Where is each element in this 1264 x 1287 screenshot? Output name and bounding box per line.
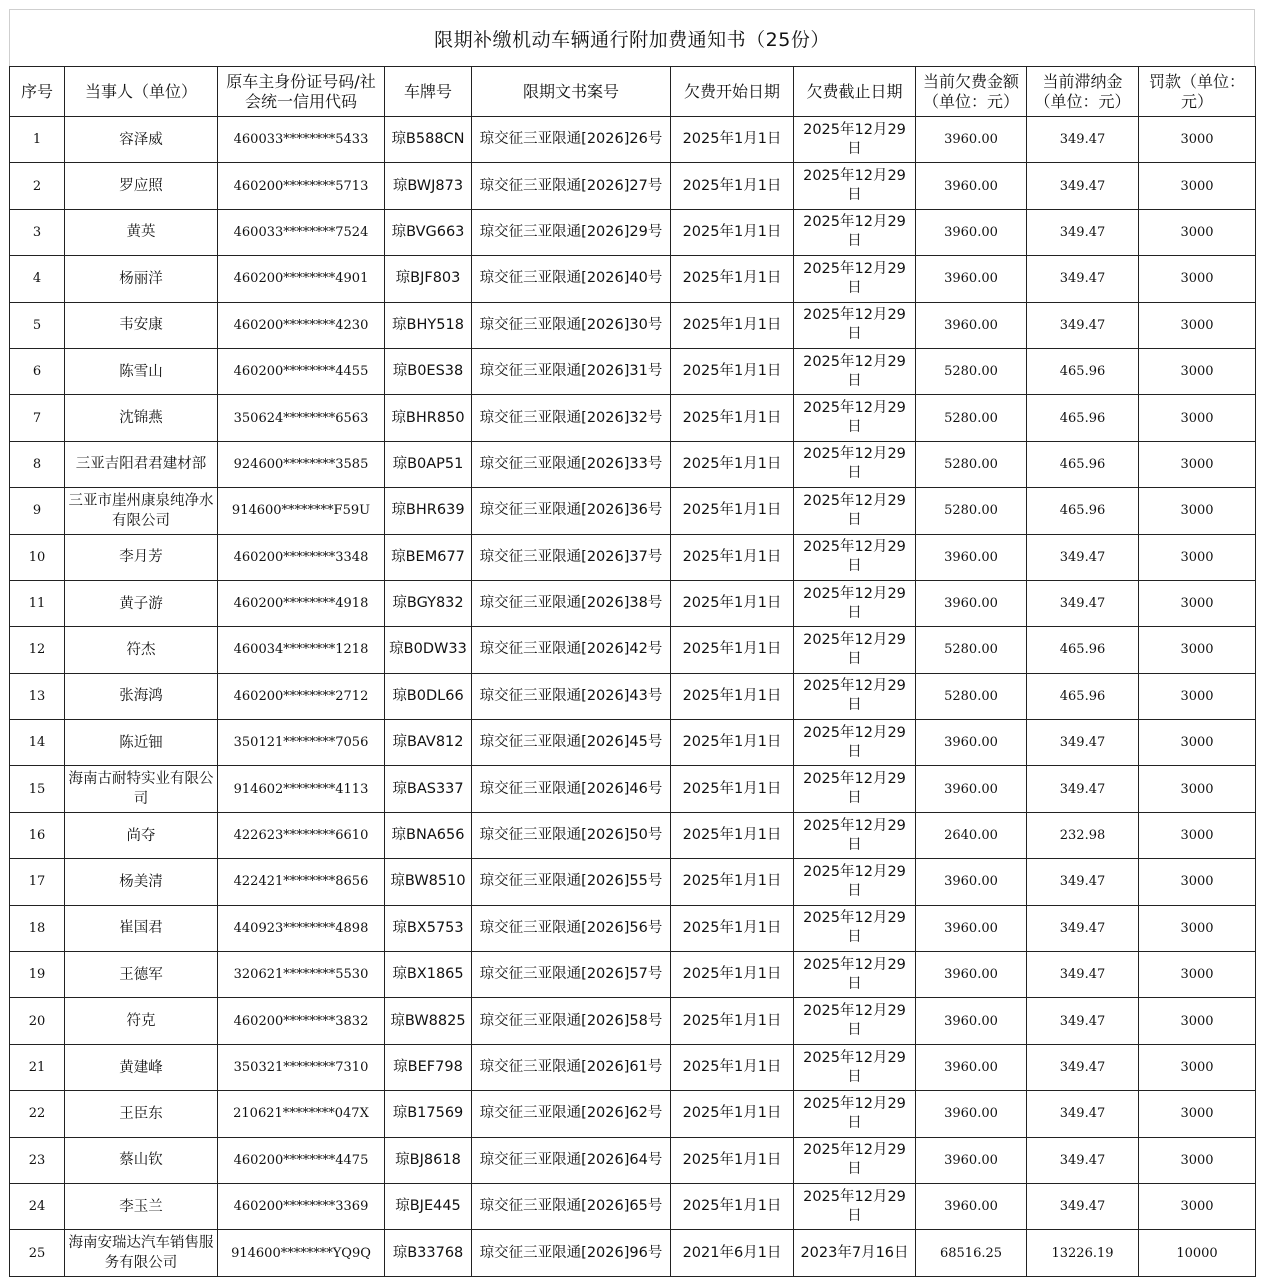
cell-id: 924600********3585 (218, 441, 385, 487)
table-row (10, 163, 1256, 209)
cell-late-fee: 465.96 (1027, 348, 1139, 394)
cell-no: 24 (10, 1183, 65, 1229)
cell-plate: 琼B588CN (385, 117, 472, 163)
cell-party: 蔡山钦 (65, 1137, 218, 1183)
cell-no: 22 (10, 1091, 65, 1137)
cell-party: 罗应照 (65, 163, 218, 209)
cell-id: 460200********3369 (218, 1183, 385, 1229)
cell-no: 15 (10, 766, 65, 812)
cell-case: 琼交征三亚限通[2026]57号 (472, 952, 671, 998)
cell-case: 琼交征三亚限通[2026]55号 (472, 859, 671, 905)
cell-end-date: 2025年12月29日 (794, 1183, 916, 1229)
cell-fine: 3000 (1139, 627, 1256, 673)
table-row (10, 534, 1256, 580)
cell-case: 琼交征三亚限通[2026]37号 (472, 534, 671, 580)
table-row (10, 812, 1256, 858)
cell-start-date: 2025年1月1日 (671, 812, 794, 858)
cell-party: 王臣东 (65, 1091, 218, 1137)
cell-no: 11 (10, 580, 65, 626)
cell-plate: 琼B0DW33 (385, 627, 472, 673)
cell-fine: 3000 (1139, 766, 1256, 812)
cell-plate: 琼BNA656 (385, 812, 472, 858)
cell-fine: 3000 (1139, 441, 1256, 487)
cell-end-date: 2025年12月29日 (794, 766, 916, 812)
cell-plate: 琼BWJ873 (385, 163, 472, 209)
cell-start-date: 2025年1月1日 (671, 395, 794, 441)
cell-fine: 3000 (1139, 348, 1256, 394)
cell-case: 琼交征三亚限通[2026]50号 (472, 812, 671, 858)
cell-start-date: 2025年1月1日 (671, 952, 794, 998)
cell-id: 460033********7524 (218, 209, 385, 255)
cell-party: 尚夺 (65, 812, 218, 858)
cell-case: 琼交征三亚限通[2026]61号 (472, 1044, 671, 1090)
table-row (10, 256, 1256, 302)
cell-case: 琼交征三亚限通[2026]40号 (472, 256, 671, 302)
cell-owed: 3960.00 (916, 163, 1027, 209)
cell-id: 460200********3348 (218, 534, 385, 580)
cell-end-date: 2025年12月29日 (794, 859, 916, 905)
cell-plate: 琼B0ES38 (385, 348, 472, 394)
table-row (10, 720, 1256, 766)
cell-start-date: 2025年1月1日 (671, 580, 794, 626)
cell-no: 12 (10, 627, 65, 673)
cell-end-date: 2025年12月29日 (794, 209, 916, 255)
cell-id: 320621********5530 (218, 952, 385, 998)
cell-case: 琼交征三亚限通[2026]46号 (472, 766, 671, 812)
cell-case: 琼交征三亚限通[2026]65号 (472, 1183, 671, 1229)
cell-party: 陈雪山 (65, 348, 218, 394)
cell-fine: 3000 (1139, 256, 1256, 302)
cell-owed: 5280.00 (916, 488, 1027, 534)
cell-id: 422623********6610 (218, 812, 385, 858)
cell-case: 琼交征三亚限通[2026]42号 (472, 627, 671, 673)
cell-id: 350121********7056 (218, 720, 385, 766)
cell-case: 琼交征三亚限通[2026]64号 (472, 1137, 671, 1183)
cell-party: 符克 (65, 998, 218, 1044)
cell-late-fee: 349.47 (1027, 117, 1139, 163)
cell-party: 陈近钿 (65, 720, 218, 766)
cell-id: 460200********4455 (218, 348, 385, 394)
cell-plate: 琼BVG663 (385, 209, 472, 255)
table-row (10, 117, 1256, 163)
table-row (10, 1230, 1256, 1276)
cell-end-date: 2025年12月29日 (794, 580, 916, 626)
cell-end-date: 2025年12月29日 (794, 1091, 916, 1137)
cell-owed: 3960.00 (916, 534, 1027, 580)
cell-plate: 琼B33768 (385, 1230, 472, 1276)
table-row (10, 627, 1256, 673)
notice-table (9, 66, 1256, 1277)
cell-start-date: 2025年1月1日 (671, 1044, 794, 1090)
table-row (10, 673, 1256, 719)
cell-end-date: 2025年12月29日 (794, 256, 916, 302)
cell-party: 李月芳 (65, 534, 218, 580)
cell-fine: 3000 (1139, 209, 1256, 255)
cell-owed: 3960.00 (916, 117, 1027, 163)
cell-end-date: 2025年12月29日 (794, 163, 916, 209)
cell-late-fee: 349.47 (1027, 998, 1139, 1044)
cell-party: 黄建峰 (65, 1044, 218, 1090)
cell-start-date: 2025年1月1日 (671, 905, 794, 951)
cell-end-date: 2025年12月29日 (794, 302, 916, 348)
cell-plate: 琼BGY832 (385, 580, 472, 626)
header-late-fee: 当前滞纳金（单位：元） (1027, 67, 1139, 117)
cell-party: 沈锦燕 (65, 395, 218, 441)
cell-no: 25 (10, 1230, 65, 1276)
cell-fine: 3000 (1139, 302, 1256, 348)
cell-no: 16 (10, 812, 65, 858)
cell-fine: 3000 (1139, 117, 1256, 163)
cell-id: 460034********1218 (218, 627, 385, 673)
cell-case: 琼交征三亚限通[2026]30号 (472, 302, 671, 348)
cell-plate: 琼BW8825 (385, 998, 472, 1044)
cell-start-date: 2025年1月1日 (671, 488, 794, 534)
table-row (10, 441, 1256, 487)
cell-id: 440923********4898 (218, 905, 385, 951)
cell-owed: 3960.00 (916, 1091, 1027, 1137)
cell-party: 海南古耐特实业有限公司 (65, 766, 218, 812)
header-no: 序号 (10, 67, 65, 117)
cell-late-fee: 349.47 (1027, 163, 1139, 209)
cell-plate: 琼BJF803 (385, 256, 472, 302)
header-plate: 车牌号 (385, 67, 472, 117)
cell-plate: 琼BEM677 (385, 534, 472, 580)
cell-late-fee: 349.47 (1027, 905, 1139, 951)
table-row (10, 302, 1256, 348)
cell-fine: 3000 (1139, 534, 1256, 580)
cell-fine: 3000 (1139, 998, 1256, 1044)
cell-start-date: 2025年1月1日 (671, 117, 794, 163)
cell-no: 5 (10, 302, 65, 348)
header-end-date: 欠费截止日期 (794, 67, 916, 117)
cell-party: 韦安康 (65, 302, 218, 348)
cell-id: 460200********2712 (218, 673, 385, 719)
cell-late-fee: 349.47 (1027, 859, 1139, 905)
cell-id: 350321********7310 (218, 1044, 385, 1090)
cell-start-date: 2025年1月1日 (671, 859, 794, 905)
cell-late-fee: 465.96 (1027, 441, 1139, 487)
cell-no: 13 (10, 673, 65, 719)
cell-fine: 3000 (1139, 163, 1256, 209)
cell-case: 琼交征三亚限通[2026]29号 (472, 209, 671, 255)
cell-party: 李玉兰 (65, 1183, 218, 1229)
cell-no: 23 (10, 1137, 65, 1183)
cell-fine: 3000 (1139, 395, 1256, 441)
cell-late-fee: 465.96 (1027, 488, 1139, 534)
cell-no: 19 (10, 952, 65, 998)
cell-owed: 3960.00 (916, 1137, 1027, 1183)
cell-start-date: 2025年1月1日 (671, 673, 794, 719)
cell-fine: 3000 (1139, 673, 1256, 719)
cell-late-fee: 465.96 (1027, 673, 1139, 719)
table-row (10, 905, 1256, 951)
cell-party: 黄子游 (65, 580, 218, 626)
cell-fine: 3000 (1139, 905, 1256, 951)
cell-case: 琼交征三亚限通[2026]32号 (472, 395, 671, 441)
cell-start-date: 2025年1月1日 (671, 534, 794, 580)
cell-id: 422421********8656 (218, 859, 385, 905)
cell-id: 914600********YQ9Q (218, 1230, 385, 1276)
cell-end-date: 2025年12月29日 (794, 720, 916, 766)
cell-end-date: 2025年12月29日 (794, 952, 916, 998)
cell-owed: 5280.00 (916, 673, 1027, 719)
cell-owed: 3960.00 (916, 256, 1027, 302)
cell-late-fee: 349.47 (1027, 256, 1139, 302)
cell-party: 容泽威 (65, 117, 218, 163)
cell-late-fee: 349.47 (1027, 580, 1139, 626)
cell-start-date: 2025年1月1日 (671, 209, 794, 255)
table-row (10, 395, 1256, 441)
table-row (10, 1091, 1256, 1137)
cell-late-fee: 349.47 (1027, 952, 1139, 998)
cell-party: 黄英 (65, 209, 218, 255)
cell-plate: 琼BJ8618 (385, 1137, 472, 1183)
cell-id: 460200********4918 (218, 580, 385, 626)
cell-end-date: 2025年12月29日 (794, 905, 916, 951)
cell-fine: 3000 (1139, 1183, 1256, 1229)
cell-fine: 3000 (1139, 720, 1256, 766)
cell-fine: 3000 (1139, 1044, 1256, 1090)
cell-late-fee: 349.47 (1027, 1137, 1139, 1183)
cell-late-fee: 349.47 (1027, 1044, 1139, 1090)
cell-owed: 3960.00 (916, 766, 1027, 812)
cell-no: 6 (10, 348, 65, 394)
cell-start-date: 2025年1月1日 (671, 302, 794, 348)
cell-case: 琼交征三亚限通[2026]27号 (472, 163, 671, 209)
cell-id: 914600********F59U (218, 488, 385, 534)
notice-sheet (9, 9, 1255, 1277)
cell-start-date: 2025年1月1日 (671, 441, 794, 487)
cell-fine: 10000 (1139, 1230, 1256, 1276)
cell-start-date: 2025年1月1日 (671, 720, 794, 766)
cell-fine: 3000 (1139, 488, 1256, 534)
cell-plate: 琼BX5753 (385, 905, 472, 951)
cell-fine: 3000 (1139, 859, 1256, 905)
cell-fine: 3000 (1139, 812, 1256, 858)
cell-late-fee: 349.47 (1027, 1183, 1139, 1229)
cell-end-date: 2025年12月29日 (794, 998, 916, 1044)
cell-no: 8 (10, 441, 65, 487)
cell-case: 琼交征三亚限通[2026]62号 (472, 1091, 671, 1137)
cell-plate: 琼BHR850 (385, 395, 472, 441)
cell-no: 3 (10, 209, 65, 255)
cell-end-date: 2025年12月29日 (794, 117, 916, 163)
cell-end-date: 2025年12月29日 (794, 441, 916, 487)
cell-id: 460200********3832 (218, 998, 385, 1044)
cell-owed: 3960.00 (916, 302, 1027, 348)
cell-late-fee: 465.96 (1027, 395, 1139, 441)
cell-late-fee: 232.98 (1027, 812, 1139, 858)
cell-start-date: 2025年1月1日 (671, 1091, 794, 1137)
cell-owed: 3960.00 (916, 720, 1027, 766)
cell-start-date: 2025年1月1日 (671, 627, 794, 673)
header-owed: 当前欠费金额（单位：元） (916, 67, 1027, 117)
cell-late-fee: 465.96 (1027, 627, 1139, 673)
document-title (9, 9, 1255, 66)
cell-owed: 5280.00 (916, 348, 1027, 394)
table-body (10, 117, 1256, 1277)
cell-end-date: 2025年12月29日 (794, 488, 916, 534)
cell-no: 21 (10, 1044, 65, 1090)
header-id: 原车主身份证号码/社会统一信用代码 (218, 67, 385, 117)
table-row (10, 1137, 1256, 1183)
table-row (10, 766, 1256, 812)
cell-case: 琼交征三亚限通[2026]31号 (472, 348, 671, 394)
cell-no: 17 (10, 859, 65, 905)
cell-no: 4 (10, 256, 65, 302)
cell-plate: 琼BX1865 (385, 952, 472, 998)
header-case: 限期文书案号 (472, 67, 671, 117)
cell-owed: 3960.00 (916, 1183, 1027, 1229)
cell-id: 914602********4113 (218, 766, 385, 812)
cell-party: 海南安瑞达汽车销售服务有限公司 (65, 1230, 218, 1276)
cell-no: 9 (10, 488, 65, 534)
cell-case: 琼交征三亚限通[2026]96号 (472, 1230, 671, 1276)
cell-late-fee: 349.47 (1027, 302, 1139, 348)
cell-owed: 3960.00 (916, 580, 1027, 626)
cell-party: 张海鸿 (65, 673, 218, 719)
cell-start-date: 2025年1月1日 (671, 766, 794, 812)
cell-plate: 琼BHR639 (385, 488, 472, 534)
cell-no: 7 (10, 395, 65, 441)
cell-case: 琼交征三亚限通[2026]26号 (472, 117, 671, 163)
cell-id: 460200********4901 (218, 256, 385, 302)
cell-owed: 3960.00 (916, 209, 1027, 255)
cell-end-date: 2025年12月29日 (794, 627, 916, 673)
cell-start-date: 2021年6月1日 (671, 1230, 794, 1276)
cell-end-date: 2025年12月29日 (794, 812, 916, 858)
cell-case: 琼交征三亚限通[2026]33号 (472, 441, 671, 487)
table-row (10, 209, 1256, 255)
cell-owed: 3960.00 (916, 1044, 1027, 1090)
cell-id: 460033********5433 (218, 117, 385, 163)
cell-late-fee: 349.47 (1027, 209, 1139, 255)
cell-party: 杨美清 (65, 859, 218, 905)
table-row (10, 580, 1256, 626)
cell-id: 350624********6563 (218, 395, 385, 441)
cell-late-fee: 13226.19 (1027, 1230, 1139, 1276)
cell-late-fee: 349.47 (1027, 1091, 1139, 1137)
cell-plate: 琼BHY518 (385, 302, 472, 348)
cell-party: 杨丽洋 (65, 256, 218, 302)
cell-end-date: 2025年12月29日 (794, 534, 916, 580)
cell-case: 琼交征三亚限通[2026]43号 (472, 673, 671, 719)
header-start-date: 欠费开始日期 (671, 67, 794, 117)
table-row (10, 998, 1256, 1044)
table-row (10, 1044, 1256, 1090)
cell-end-date: 2025年12月29日 (794, 348, 916, 394)
cell-owed: 5280.00 (916, 627, 1027, 673)
cell-case: 琼交征三亚限通[2026]38号 (472, 580, 671, 626)
cell-fine: 3000 (1139, 952, 1256, 998)
cell-plate: 琼B0AP51 (385, 441, 472, 487)
cell-end-date: 2025年12月29日 (794, 395, 916, 441)
table-row (10, 348, 1256, 394)
cell-no: 20 (10, 998, 65, 1044)
cell-case: 琼交征三亚限通[2026]36号 (472, 488, 671, 534)
table-row (10, 1183, 1256, 1229)
table-header-row (10, 67, 1256, 117)
cell-plate: 琼BEF798 (385, 1044, 472, 1090)
cell-owed: 3960.00 (916, 998, 1027, 1044)
cell-end-date: 2025年12月29日 (794, 1137, 916, 1183)
cell-start-date: 2025年1月1日 (671, 163, 794, 209)
cell-fine: 3000 (1139, 1091, 1256, 1137)
cell-case: 琼交征三亚限通[2026]45号 (472, 720, 671, 766)
cell-party: 三亚市崖州康泉纯净水有限公司 (65, 488, 218, 534)
cell-owed: 2640.00 (916, 812, 1027, 858)
table-row (10, 859, 1256, 905)
cell-case: 琼交征三亚限通[2026]56号 (472, 905, 671, 951)
cell-no: 2 (10, 163, 65, 209)
cell-plate: 琼BJE445 (385, 1183, 472, 1229)
cell-late-fee: 349.47 (1027, 766, 1139, 812)
cell-owed: 68516.25 (916, 1230, 1027, 1276)
cell-plate: 琼BAV812 (385, 720, 472, 766)
cell-start-date: 2025年1月1日 (671, 998, 794, 1044)
document-title-text: 限期补缴机动车辆通行附加费通知书（25份） (434, 28, 830, 51)
cell-party: 符杰 (65, 627, 218, 673)
table-row (10, 952, 1256, 998)
cell-no: 18 (10, 905, 65, 951)
cell-owed: 5280.00 (916, 441, 1027, 487)
cell-late-fee: 349.47 (1027, 534, 1139, 580)
cell-party: 崔国君 (65, 905, 218, 951)
cell-late-fee: 349.47 (1027, 720, 1139, 766)
header-fine: 罚款（单位：元） (1139, 67, 1256, 117)
cell-fine: 3000 (1139, 1137, 1256, 1183)
cell-fine: 3000 (1139, 580, 1256, 626)
cell-start-date: 2025年1月1日 (671, 348, 794, 394)
cell-owed: 5280.00 (916, 395, 1027, 441)
cell-start-date: 2025年1月1日 (671, 256, 794, 302)
cell-id: 460200********4230 (218, 302, 385, 348)
cell-id: 210621********047X (218, 1091, 385, 1137)
header-party: 当事人（单位） (65, 67, 218, 117)
cell-start-date: 2025年1月1日 (671, 1137, 794, 1183)
cell-owed: 3960.00 (916, 952, 1027, 998)
cell-owed: 3960.00 (916, 859, 1027, 905)
cell-no: 14 (10, 720, 65, 766)
cell-no: 1 (10, 117, 65, 163)
cell-plate: 琼B0DL66 (385, 673, 472, 719)
cell-end-date: 2025年12月29日 (794, 1044, 916, 1090)
cell-plate: 琼B17569 (385, 1091, 472, 1137)
cell-plate: 琼BAS337 (385, 766, 472, 812)
cell-case: 琼交征三亚限通[2026]58号 (472, 998, 671, 1044)
cell-no: 10 (10, 534, 65, 580)
cell-owed: 3960.00 (916, 905, 1027, 951)
cell-party: 三亚吉阳君君建材部 (65, 441, 218, 487)
cell-end-date: 2023年7月16日 (794, 1230, 916, 1276)
cell-end-date: 2025年12月29日 (794, 673, 916, 719)
cell-plate: 琼BW8510 (385, 859, 472, 905)
cell-id: 460200********4475 (218, 1137, 385, 1183)
table-row (10, 488, 1256, 534)
cell-id: 460200********5713 (218, 163, 385, 209)
cell-start-date: 2025年1月1日 (671, 1183, 794, 1229)
cell-party: 王德军 (65, 952, 218, 998)
